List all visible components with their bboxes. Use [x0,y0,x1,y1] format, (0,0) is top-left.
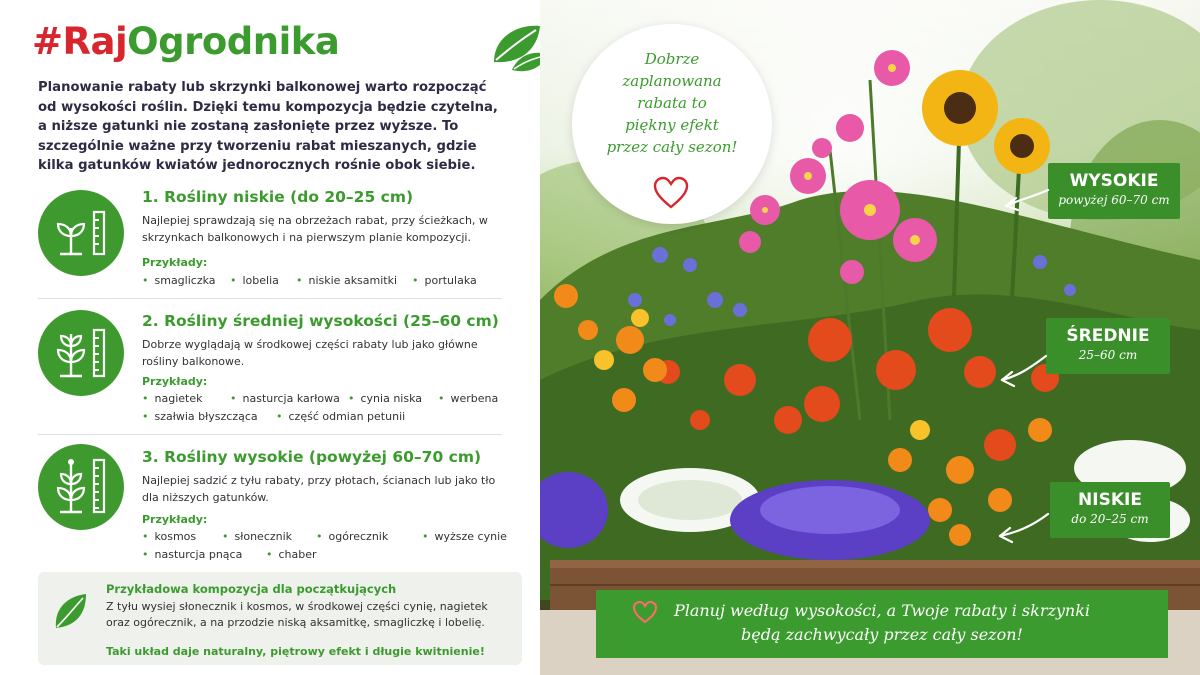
section-description: Najlepiej sprawdzają się na obrzeżach rabat, przy ścieżkach, w skrzynkach balkonowych i na pierwszym planie kompozycji. [142,214,488,244]
examples-label: Przykłady: [142,513,208,526]
section-tall-plants [38,442,507,566]
tag-title: WYSOKIE [1069,171,1159,191]
bottom-banner [596,590,1168,658]
quote-line: Dobrze [644,50,700,68]
example-item: • chaber [266,548,317,561]
section-medium-plants [38,306,502,430]
example-item: • portulaka [412,274,477,287]
quote-bubble [572,24,772,224]
tip-box [38,572,522,665]
banner-line: będą zachwycały przez cały sezon! [741,625,1023,644]
examples-label: Przykłady: [142,256,208,269]
example-item: • niskie aksamitki [296,274,397,287]
plant-ruler-icon [38,190,124,276]
heart-icon [652,176,690,210]
example-item: • nasturcja karłowa [230,392,340,405]
example-item: • część odmian petunii [276,410,405,423]
example-item: • lobelia [230,274,279,287]
section-title: 2. Rośliny średniej wysokości (25–60 cm) [142,312,499,330]
banner-line: Planuj według wysokości, a Twoje rabaty i skrzynki [673,601,1091,620]
example-item: • nasturcja pnąca [142,548,242,561]
example-item: • nagietek [142,392,202,405]
pointer-arrows [990,160,1060,560]
section-title: 3. Rośliny wysokie (powyżej 60–70 cm) [142,448,482,466]
tag-range: powyżej 60–70 cm [1058,193,1170,207]
tag-range: 25–60 cm [1078,348,1138,362]
examples-label: Przykłady: [142,375,208,388]
tip-title: Przykładowa kompozycja dla początkujących [106,582,397,596]
section-title: 1. Rośliny niskie (do 20–25 cm) [142,188,414,206]
divider [38,434,502,435]
tip-text: Z tyłu wysiej słonecznik i kosmos, w środkowej części cynię, nagietek oraz ogórecznik, a na przodzie niską aksamitkę, smagliczkę i lobelię. [106,600,488,629]
tag-low [1050,482,1170,538]
leaf-icon [52,592,88,632]
info-panel [0,0,560,675]
example-item: • smagliczka [142,274,216,287]
plant-ruler-icon [38,444,124,530]
example-item: • słonecznik [222,530,292,543]
example-item: • ogórecznik [316,530,388,543]
banner-text [596,599,1168,647]
tag-title: ŚREDNIE [1066,326,1150,346]
divider [38,298,502,299]
tag-range: do 20–25 cm [1071,512,1149,526]
tip-highlight: Taki układ daje naturalny, piętrowy efekt i długie kwitnienie! [106,645,485,658]
tag-medium [1046,318,1170,374]
section-description: Dobrze wyglądają w środkowej części rabaty lub jako główne rośliny balkonowe. [142,338,478,368]
tag-title: NISKIE [1078,490,1142,510]
title-part2: Ogrodnika [127,20,340,63]
title-hash: # [32,20,63,63]
tag-tall [1048,163,1180,219]
section-description: Najlepiej sadzić z tyłu rabaty, przy płotach, ścianach lub jako tło dla niższych gatunków. [142,474,496,504]
example-item: • szałwia błyszcząca [142,410,258,423]
quote-text [590,48,754,158]
page-title [32,18,339,66]
section-low-plants [38,184,502,294]
quote-line: piękny efekt [625,116,719,134]
intro-text: Planowanie rabaty lub skrzynki balkonowej warto rozpocząć od wysokości roślin. Dzięki temu kompozycja będzie czytelna, a niższe gatunki nie zostaną zasłonięte przez wyższe. To szczególnie ważne przy tworzeniu rabat mieszanych, gdzie kilka gatunków kwiatów jednorocznych rośnie obok siebie. [38,80,498,174]
example-item: • werbena [438,392,498,405]
plant-ruler-icon [38,310,124,396]
title-part1: Raj [62,20,128,63]
quote-line: przez cały sezon! [606,138,738,156]
quote-line: zaplanowana [622,72,722,90]
example-item: • cynia niska [348,392,422,405]
example-item: • wyższe cynie [422,530,507,543]
quote-line: rabata to [637,94,707,112]
example-item: • kosmos [142,530,196,543]
